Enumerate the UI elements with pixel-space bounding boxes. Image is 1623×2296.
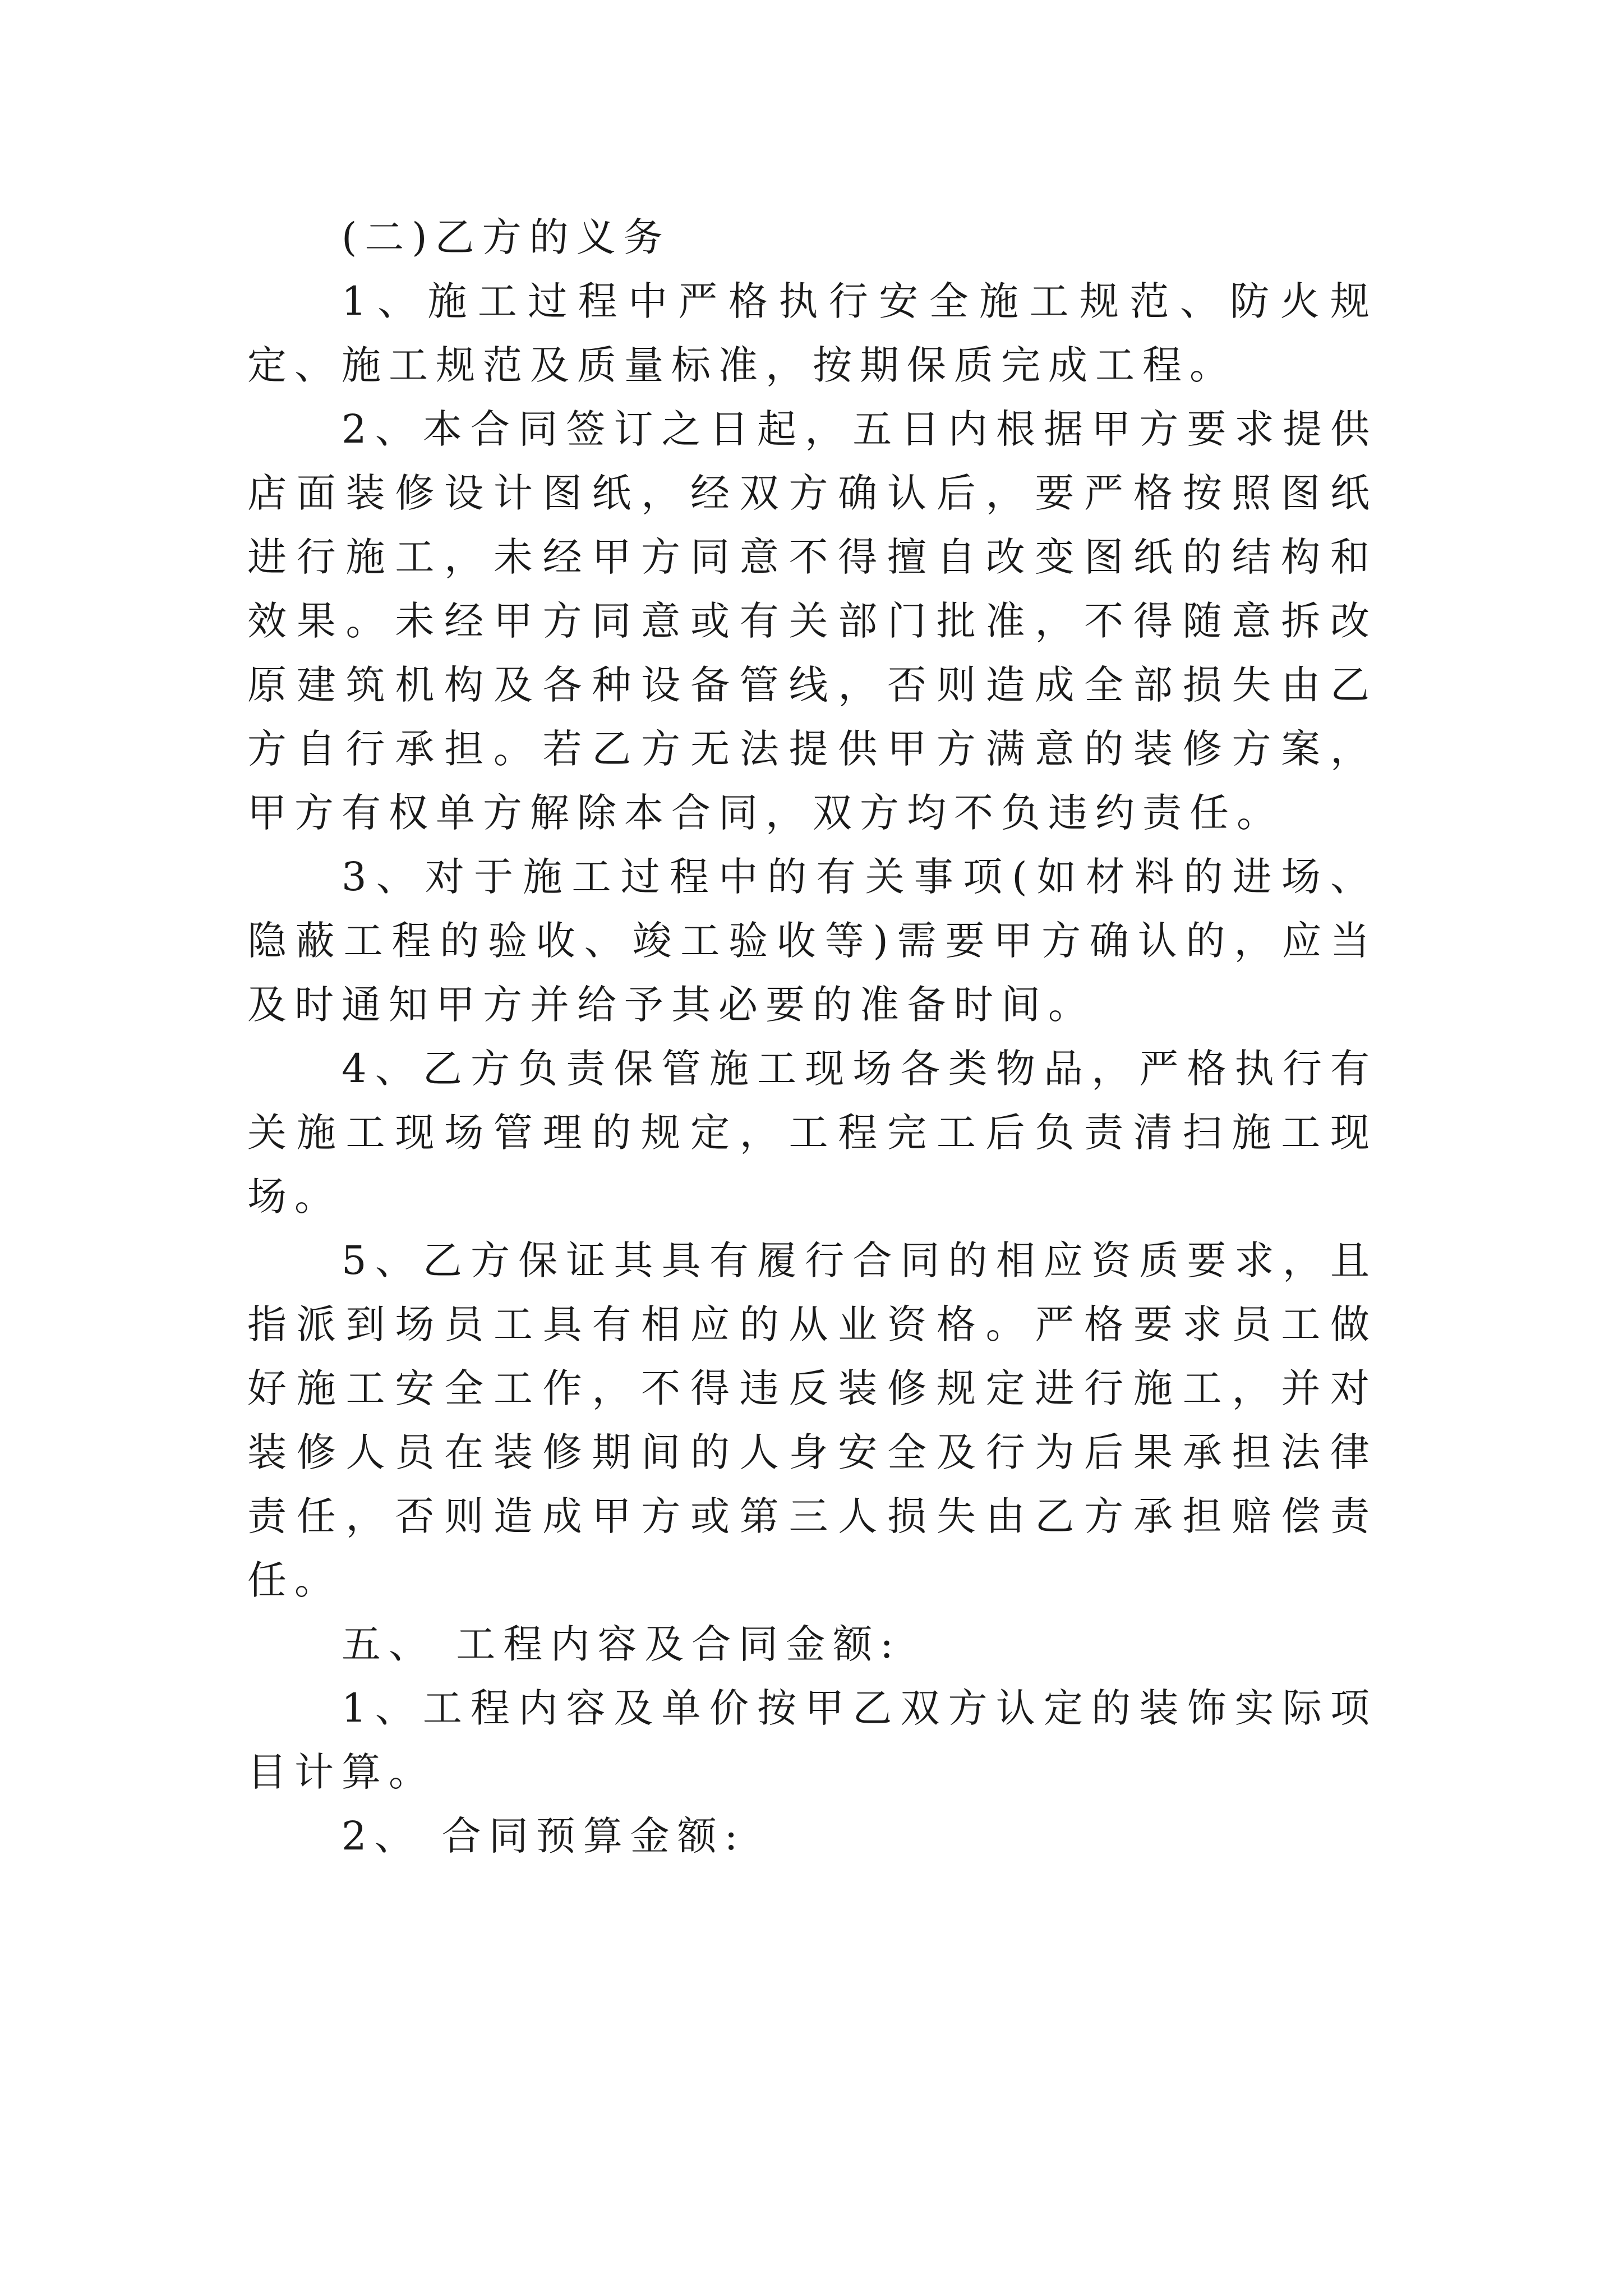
section-heading-scope-and-amount: 五、 工程内容及合同金额: [342, 1621, 901, 1667]
document-body [247, 205, 1377, 1868]
paragraph-obligation-4: 4、乙方负责保管施工现场各类物品，严格执行有关施工现场管理的规定，工程完工后负责清扫施工现场。 [247, 1046, 1377, 1220]
section-heading-party-b-obligations: (二)乙方的义务 [342, 214, 671, 260]
paragraph-obligation-5: 5、乙方保证其具有履行合同的相应资质要求，且指派到场员工具有相应的从业资格。严格要求员工做好施工安全工作，不得违反装修规定进行施工，并对装修人员在装修期间的人身安全及行为后果承担法律责任，否则造成甲方或第三人损失由乙方承担赔偿责任。 [247, 1237, 1377, 1603]
paragraph-obligation-3: 3、对于施工过程中的有关事项(如材料的进场、隐蔽工程的验收、竣工验收等)需要甲方确认的，应当及时通知甲方并给予其必要的准备时间。 [247, 854, 1377, 1028]
paragraph-obligation-2: 2、本合同签订之日起，五日内根据甲方要求提供店面装修设计图纸，经双方确认后，要严格按照图纸进行施工，未经甲方同意不得擅自改变图纸的结构和效果。未经甲方同意或有关部门批准，不得随意拆改原建筑机构及各种设备管线，否则造成全部损失由乙方自行承担。若乙方无法提供甲方满意的装修方案，甲方有权单方解除本合同，双方均不负违约责任。 [247, 406, 1377, 836]
paragraph-scope-1: 1、工程内容及单价按甲乙双方认定的装饰实际项目计算。 [247, 1685, 1377, 1795]
paragraph-scope-2: 2、 合同预算金额: [342, 1813, 746, 1859]
paragraph-obligation-1: 1、施工过程中严格执行安全施工规范、防火规定、施工规范及质量标准，按期保质完成工程。 [247, 278, 1377, 388]
